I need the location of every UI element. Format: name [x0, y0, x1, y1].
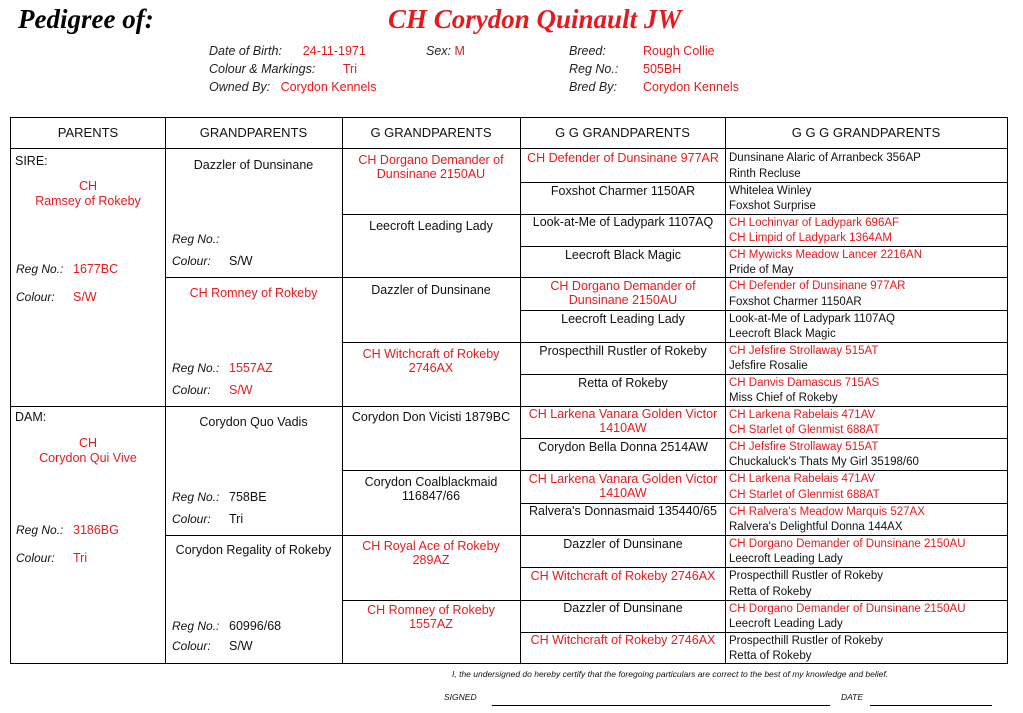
row-divider	[342, 470, 1007, 471]
ggg-grandparent-14: Jefsfire Rosalie	[729, 360, 808, 372]
dam-name: Corydon Qui Vive	[39, 451, 137, 465]
signature-line[interactable]	[492, 705, 830, 706]
ggg-grandparent-29: CH Dorgano Demander of Dunsinane 2150AU	[729, 603, 966, 615]
sex-value: M	[454, 44, 465, 58]
date-line[interactable]	[870, 705, 992, 706]
info-right	[569, 42, 618, 96]
ggg-grandparent-23: CH Ralvera's Meadow Marquis 527AX	[729, 506, 925, 518]
sire-colour-value: S/W	[73, 290, 97, 304]
sex-label: Sex:	[426, 44, 452, 58]
col-divider	[520, 118, 521, 663]
g-grandparent-3: Dazzler of Dunsinane	[371, 283, 491, 297]
pedigree-table	[10, 117, 1008, 664]
g-grandparent-7: CH Royal Ace of Rokeby 289AZ	[362, 539, 500, 567]
gg-grandparent-10: Corydon Bella Donna 2514AW	[538, 440, 708, 454]
ggg-grandparent-22: CH Starlet of Glenmist 688AT	[729, 489, 880, 501]
owned-value: Corydon Kennels	[280, 80, 377, 94]
dam-colour-value: Tri	[73, 551, 88, 565]
g-grandparent-2: Leecroft Leading Lady	[369, 219, 493, 233]
ggg-grandparent-16: Miss Chief of Rokeby	[729, 392, 838, 404]
dob-label: Date of Birth:	[209, 44, 282, 58]
pedigree-label: Pedigree of:	[18, 4, 154, 34]
grandparent-1-name: Dazzler of Dunsinane	[193, 158, 314, 172]
ggg-grandparent-28: Retta of Rokeby	[729, 586, 812, 598]
ggg-grandparent-13: CH Jefsfire Strollaway 515AT	[729, 345, 879, 357]
col-divider	[725, 118, 726, 663]
gg-grandparent-5: CH Dorgano Demander of Dunsinane 2150AU	[550, 279, 696, 307]
gg-grandparent-7: Prospecthill Rustler of Rokeby	[539, 344, 707, 358]
gg-grandparent-1: CH Defender of Dunsinane 977AR	[527, 151, 719, 165]
gg-grandparent-3: Look-at-Me of Ladypark 1107AQ	[532, 215, 714, 229]
colour-label: Colour & Markings:	[209, 62, 316, 76]
ggg-grandparent-1: Dunsinane Alaric of Arranbeck 356AP	[729, 152, 921, 164]
ggg-grandparent-12: Leecroft Black Magic	[729, 328, 836, 340]
ggg-grandparent-27: Prospecthill Rustler of Rokeby	[729, 570, 884, 582]
ggg-grandparent-15: CH Danvis Damascus 715AS	[729, 377, 880, 389]
grandparent-4-name: Corydon Regality of Rokeby	[175, 543, 332, 557]
ggg-grandparent-10: Foxshot Charmer 1150AR	[729, 296, 862, 308]
ggg-grandparent-18: CH Starlet of Glenmist 688AT	[729, 424, 880, 436]
gg-grandparent-4: Leecroft Black Magic	[564, 248, 682, 262]
certification-statement: I, the undersigned do hereby certify that the foregoing particulars are correct to the best of my knowledge and belief.	[452, 669, 889, 679]
dob-value: 24-11-1971	[302, 44, 366, 58]
breed-label: Breed:	[569, 44, 606, 58]
ggg-grandparent-25: CH Dorgano Demander of Dunsinane 2150AU	[729, 538, 966, 550]
header-parents: PARENTS	[57, 125, 119, 140]
gg-grandparent-13: Dazzler of Dunsinane	[563, 537, 683, 551]
ggg-grandparent-21: CH Larkena Rabelais 471AV	[729, 473, 876, 485]
reg-value: 505BH	[643, 62, 682, 76]
gg-grandparent-12: Ralvera's Donnasmaid 135440/65	[529, 504, 717, 518]
ggg-grandparent-20: Chuckaluck's Thats My Girl 35198/60	[729, 456, 919, 468]
gg-grandparent-8: Retta of Rokeby	[578, 376, 668, 390]
grandparent-1-colour-label: Colour:	[172, 254, 211, 268]
ggg-grandparent-3: Whitelea Winley	[729, 185, 812, 197]
ggg-grandparent-7: CH Mywicks Meadow Lancer 2216AN	[729, 249, 923, 261]
grandparent-3-colour-label: Colour:	[172, 512, 211, 526]
dam-title: CH	[78, 436, 98, 450]
owned-label: Owned By:	[209, 80, 271, 94]
header-gg-grandparents: G G GRANDPARENTS	[555, 125, 690, 140]
sire-reg-value: 1677BC	[73, 262, 119, 276]
gg-grandparent-15: Dazzler of Dunsinane	[563, 601, 683, 615]
bred-label: Bred By:	[569, 80, 617, 94]
gg-grandparent-6: Leecroft Leading Lady	[561, 312, 685, 326]
dam-label: DAM:	[15, 410, 47, 424]
gg-grandparent-14: CH Witchcraft of Rokeby 2746AX	[530, 569, 716, 583]
sire-colour-label: Colour:	[16, 290, 55, 304]
ggg-grandparent-31: Prospecthill Rustler of Rokeby	[729, 635, 884, 647]
sex-field	[426, 42, 465, 60]
grandparent-2-reg-value: 1557AZ	[229, 361, 273, 375]
col-divider	[342, 118, 343, 663]
g-grandparent-5: Corydon Don Vicisti 1879BC	[351, 410, 511, 424]
grandparent-3-reg-value: 758BE	[229, 490, 267, 504]
bred-value: Corydon Kennels	[643, 80, 739, 94]
sire-title: CH	[78, 179, 98, 193]
ggg-grandparent-8: Pride of May	[729, 264, 794, 276]
info-right-values	[643, 42, 739, 96]
breed-value: Rough Collie	[643, 44, 715, 58]
grandparent-4-colour-value: S/W	[229, 639, 253, 653]
header-ggg-grandparents: G G G GRANDPARENTS	[791, 125, 941, 140]
grandparent-4-colour-label: Colour:	[172, 639, 211, 653]
ggg-grandparent-32: Retta of Rokeby	[729, 650, 812, 662]
grandparent-2-name: CH Romney of Rokeby	[189, 286, 318, 300]
ggg-grandparent-24: Ralvera's Delightful Donna 144AX	[729, 521, 903, 533]
grandparent-4-reg-value: 60996/68	[229, 619, 282, 633]
row-divider	[11, 148, 1007, 149]
ggg-grandparent-9: CH Defender of Dunsinane 977AR	[729, 280, 906, 292]
grandparent-1-colour-value: S/W	[229, 254, 253, 268]
header-g-grandparents: G GRANDPARENTS	[370, 125, 492, 140]
grandparent-4-reg-label: Reg No.:	[172, 619, 220, 633]
grandparent-3-reg-label: Reg No.:	[172, 490, 220, 504]
g-grandparent-6: Corydon Coalblackmaid 116847/66	[364, 475, 498, 503]
date-label: DATE	[841, 692, 864, 702]
ggg-grandparent-6: CH Limpid of Ladypark 1364AM	[729, 232, 892, 244]
gg-grandparent-2: Foxshot Charmer 1150AR	[550, 184, 696, 198]
grandparent-2-colour-value: S/W	[229, 383, 253, 397]
signed-label: SIGNED	[444, 692, 477, 702]
ggg-grandparent-19: CH Jefsfire Strollaway 515AT	[729, 441, 879, 453]
ggg-grandparent-5: CH Lochinvar of Ladypark 696AF	[729, 217, 900, 229]
header-grandparents: GRANDPARENTS	[199, 125, 308, 140]
info-left	[209, 42, 376, 96]
g-grandparent-4: CH Witchcraft of Rokeby 2746AX	[362, 347, 500, 375]
gg-grandparent-9: CH Larkena Vanara Golden Victor 1410AW	[528, 407, 718, 435]
colour-value: Tri	[342, 62, 357, 76]
ggg-grandparent-11: Look-at-Me of Ladypark 1107AQ	[729, 313, 895, 325]
grandparent-2-colour-label: Colour:	[172, 383, 211, 397]
gg-grandparent-16: CH Witchcraft of Rokeby 2746AX	[530, 633, 716, 647]
g-grandparent-1: CH Dorgano Demander of Dunsinane 2150AU	[358, 153, 504, 181]
g-grandparent-8: CH Romney of Rokeby 1557AZ	[367, 603, 495, 631]
dam-reg-label: Reg No.:	[16, 523, 64, 537]
sire-reg-label: Reg No.:	[16, 262, 64, 276]
gg-grandparent-11: CH Larkena Vanara Golden Victor 1410AW	[528, 472, 718, 500]
col-divider	[165, 118, 166, 663]
grandparent-3-colour-value: Tri	[229, 512, 244, 526]
ggg-grandparent-4: Foxshot Surprise	[729, 200, 816, 212]
grandparent-1-reg-label: Reg No.:	[172, 232, 220, 246]
dog-name-title: CH Corydon Quinault JW	[388, 4, 682, 34]
sire-label: SIRE:	[15, 154, 48, 168]
dam-colour-label: Colour:	[16, 551, 55, 565]
dam-reg-value: 3186BG	[73, 523, 119, 537]
row-divider	[342, 342, 1007, 343]
ggg-grandparent-2: Rinth Recluse	[729, 168, 801, 180]
reg-label: Reg No.:	[569, 62, 619, 76]
sire-name: Ramsey of Rokeby	[35, 194, 141, 208]
grandparent-2-reg-label: Reg No.:	[172, 361, 220, 375]
ggg-grandparent-17: CH Larkena Rabelais 471AV	[729, 409, 876, 421]
ggg-grandparent-30: Leecroft Leading Lady	[729, 618, 843, 630]
grandparent-3-name: Corydon Quo Vadis	[199, 415, 308, 429]
ggg-grandparent-26: Leecroft Leading Lady	[729, 553, 843, 565]
